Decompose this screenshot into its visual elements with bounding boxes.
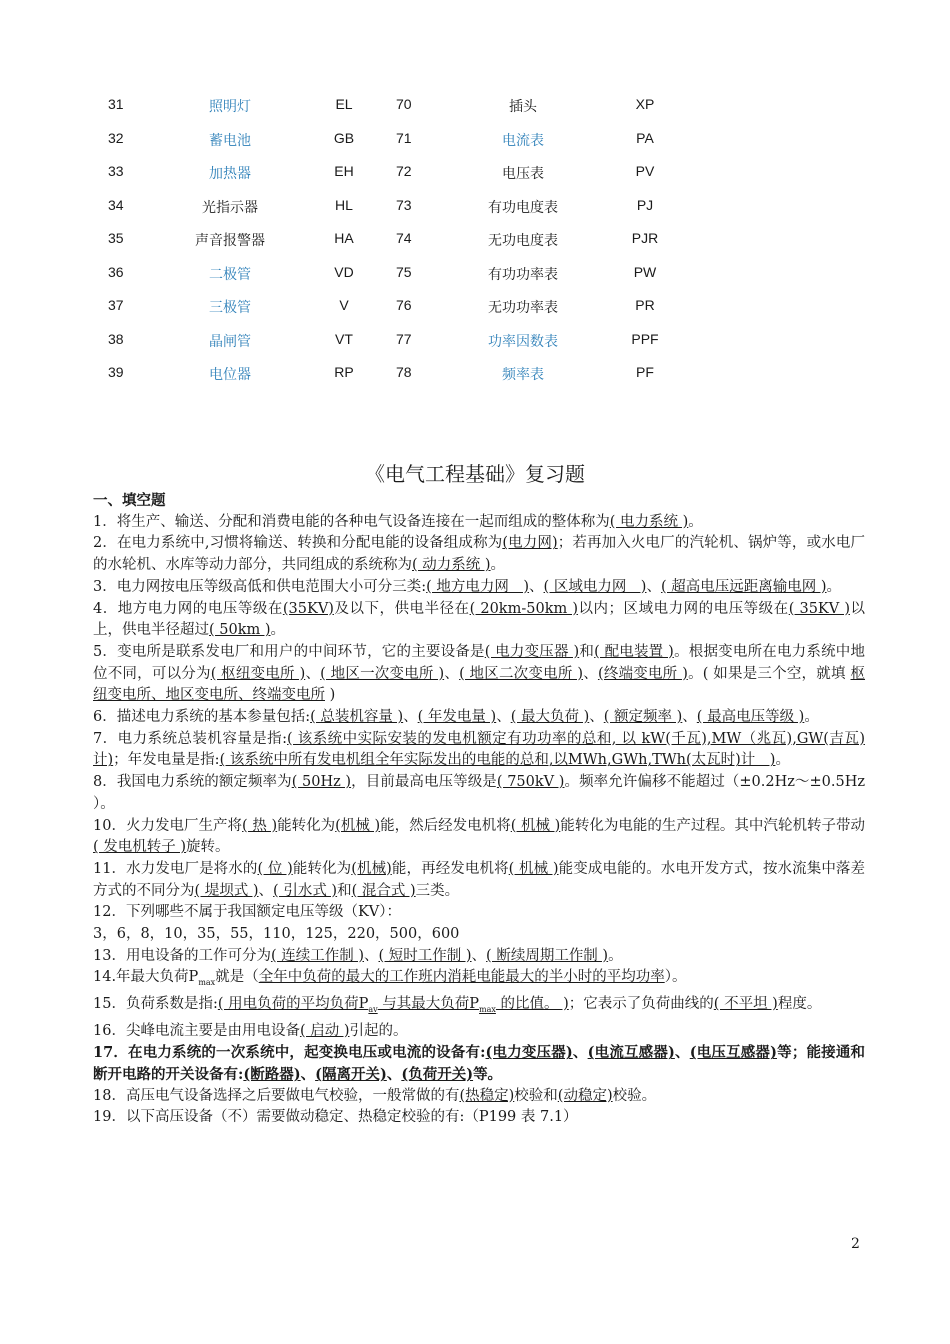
doc-title: 《电气工程基础》复习题 [365, 462, 585, 486]
question-17: 17．在电力系统的一次系统中，起变换电压或电流的设备有:(电力变压器)、(电流互感器)、(电压互感器)等；能接通和断开电路的开关设备有:(断路器)、(隔离开关)、(负荷开关)等。 [93, 1044, 866, 1084]
table-cell-code1: EH [334, 163, 354, 179]
table-cell-code2: PF [636, 364, 654, 380]
table-cell-no1: 38 [108, 330, 124, 347]
table-row [90, 130, 690, 164]
question-10: 10．火力发电厂生产将( 热 )能转化为(机械 )能，然后经发电机将( 机械 )能转化为电能的生产过程。其中汽轮机转子带动( 发电机转子 )旋转。 [93, 817, 865, 856]
question-6: 6．描述电力系统的基本参量包括:( 总装机容量 )、( 年发电量 )、( 最大负荷 )、( 额定频率 )、( 最高电压等级 )。 [93, 709, 819, 726]
table-cell-no2: 73 [396, 196, 412, 213]
question-7: 7．电力系统总装机容量是指:( 该系统中实际安装的发电机额定有功功率的总和, 以 kW(千瓦),MW（兆瓦),GW(吉瓦) 计)；年发电量是指:( 该系统中所有发电机组全年实际发出的电能的总和,以MWh,GWh,TWh(太瓦时)计 )。 [93, 730, 865, 769]
question-15: 15．负荷系数是指:( 用电负荷的平均负荷$P_{av}$ 与其最大负荷$P_{max}$ 的比值。 )；它表示了负荷曲线的( 不平坦 )程度。 [93, 996, 822, 1014]
table-row [90, 230, 690, 264]
table-cell-name2: 有功功率表 [488, 266, 558, 283]
table-cell-code1: RP [334, 364, 354, 380]
table-cell-no2: 78 [396, 364, 412, 380]
table-cell-code1: VD [334, 263, 354, 280]
table-cell-name2: 频率表 [502, 367, 544, 383]
table-cell-no2: 77 [396, 330, 412, 347]
table-cell-name2: 无功电度表 [488, 233, 558, 249]
table-cell-name1: 加热器 [209, 166, 251, 182]
table-cell-name1: 三极管 [209, 300, 251, 316]
table-cell-no1: 31 [108, 96, 124, 112]
table-cell-code1: EL [335, 96, 353, 112]
table-cell-no2: 70 [396, 96, 412, 112]
question-12: 12．下列哪些不属于我国额定电压等级（KV）： [93, 904, 402, 921]
table-cell-no2: 72 [396, 163, 412, 179]
table-cell-name1: 照明灯 [209, 99, 251, 115]
question-8: 8．我国电力系统的额定频率为( 50Hz )，目前最高电压等级是( 750kV )。频率允许偏移不能超过（±0.2Hz～±0.5Hz ）。 [93, 774, 865, 812]
table-cell-code2: PW [633, 263, 657, 280]
table-cell-name1: 声音报警器 [195, 233, 265, 249]
table-cell-code2: PPF [631, 330, 659, 347]
table-row [90, 264, 690, 298]
question-18: 18．高压电气设备选择之后要做电气校验，一般常做的有(热稳定)校验和(动稳定)校验。 [93, 1087, 657, 1104]
question-14: 14.年最大负荷$P_{max}$就是（全年中负荷的最大的工作班内消耗电能最大的半小时的平均功率）。 [93, 969, 687, 988]
table-cell-code2: PJR [631, 230, 659, 246]
table-cell-name2: 插头 [509, 99, 537, 115]
table-cell-name1: 光指示器 [202, 199, 258, 216]
question-13: 13．用电设备的工作可分为( 连续工作制 )、( 短时工作制 )、( 断续周期工作制 )。 [93, 947, 623, 964]
table-cell-name1: 晶闸管 [209, 333, 251, 350]
section-heading: 一、填空题 [93, 492, 166, 509]
question-12-list: 3，6，8，10，35，55，110，125，220，500，600 [93, 926, 460, 943]
table-cell-no1: 37 [108, 297, 124, 313]
question-19: 19．以下高压设备（不）需要做动稳定、热稳定校验的有:（P199 表 7.1） [93, 1109, 578, 1126]
table-cell-name2: 电压表 [502, 166, 544, 182]
table-cell-no1: 32 [108, 129, 124, 146]
table-cell-no2: 76 [396, 297, 412, 313]
table-row [90, 297, 690, 331]
table-row [90, 163, 690, 197]
table-cell-no1: 39 [108, 364, 124, 380]
table-cell-no2: 74 [396, 230, 412, 246]
table-row [90, 331, 690, 365]
table-cell-name1: 电位器 [209, 367, 251, 383]
table-cell-name2: 功率因数表 [488, 333, 558, 350]
table-cell-code1: VT [335, 330, 353, 347]
table-cell-no1: 33 [108, 163, 124, 179]
question-16: 16．尖峰电流主要是由用电设备( 启动 )引起的。 [93, 1022, 408, 1039]
table-cell-code1: HA [334, 230, 354, 246]
symbol-code-table [90, 96, 690, 398]
question-4: 4．地方电力网的电压等级在(35KV)及以下，供电半径在( 20km-50km )以内；区域电力网的电压等级在( 35KV )以上，供电半径超过( 50km )。 [93, 600, 866, 639]
table-cell-name2: 有功电度表 [488, 199, 558, 216]
question-3: 3．电力网按电压等级高低和供电范围大小可分三类:( 地方电力网 )、( 区域电力网 )、( 超高电压远距离输电网 )。 [93, 578, 842, 595]
table-cell-code2: PR [635, 297, 655, 313]
table-cell-no1: 35 [108, 230, 124, 246]
question-11: 11．水力发电厂是将水的( 位 )能转化为(机械)能，再经发电机将( 机械 )能变成电能的。水电开发方式，按水流集中落差方式的不同分为( 堤坝式 )、( 引水式 )和( 混合式 )三类。 [93, 860, 865, 899]
table-cell-code2: PJ [636, 196, 654, 213]
table-cell-code1: GB [333, 129, 355, 146]
table-row [90, 96, 690, 130]
question-2: 2．在电力系统中,习惯将输送、转换和分配电能的设备组成称为(电力网)；若再加入火电厂的汽轮机、锅炉等，或水电厂的水轮机、水库等动力部分，共同组成的系统称为( 动力系统 )。 [93, 535, 865, 574]
table-cell-code1: V [339, 297, 349, 313]
table-cell-no2: 75 [396, 263, 412, 280]
page-number: 2 [851, 1236, 860, 1252]
table-cell-name2: 无功功率表 [488, 300, 558, 316]
table-cell-code2: PA [636, 129, 654, 146]
table-cell-no1: 36 [108, 263, 124, 280]
question-5: 5．变电所是联系发电厂和用户的中间环节，它的主要设备是( 电力变压器 )和( 配电装置 )。根据变电所在电力系统中地位不同，可以分为( 枢纽变电所 )、( 地区一次变电所 )、( 地区二次变电所 )、(终端变电所 )。( 如果是三个空，就填 枢纽变电所、地区变电所、终端变电所 ) [93, 643, 866, 704]
table-cell-code2: PV [635, 163, 655, 179]
table-row [90, 197, 690, 231]
table-cell-name1: 蓄电池 [209, 132, 251, 149]
table-cell-name1: 二极管 [209, 266, 251, 283]
table-cell-no1: 34 [108, 196, 124, 213]
question-1: 1．将生产、输送、分配和消费电能的各种电气设备连接在一起而组成的整体称为( 电力系统 )。 [93, 513, 703, 530]
table-cell-code1: HL [335, 196, 353, 213]
table-cell-name2: 电流表 [502, 132, 544, 149]
table-cell-no2: 71 [396, 129, 412, 146]
table-row [90, 364, 690, 398]
doc-body [93, 490, 865, 1129]
table-cell-code2: XP [635, 96, 655, 112]
